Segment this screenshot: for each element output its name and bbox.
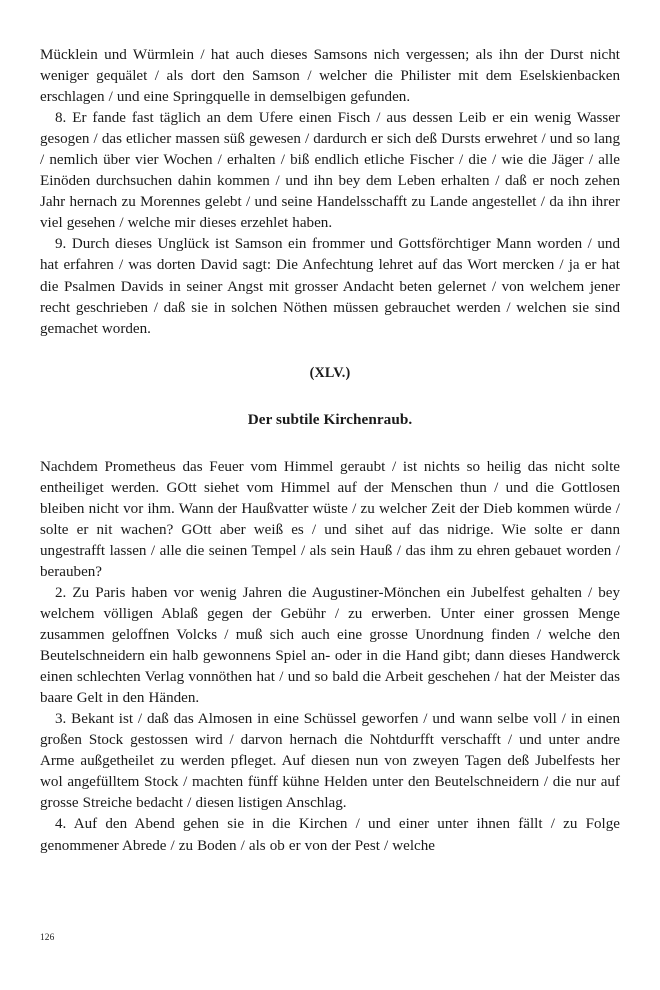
paragraph-9: 9. Durch dieses Unglück ist Samson ein frommer und Gottsförchtiger Mann worden / und hat erfahren / was dorten David sagt: Die Anfechtung lehret auf das Wort mercken / ja er hat die Psalmen Davids in seiner Angst mit grosser Andacht beten gelernet / von welchem jener recht geschrieben / daß sie in solchen Nöthen müssen gebrauchet werden / welchen sie sind gemachet worden. <box>40 236 620 337</box>
paragraph-continuation: Mücklein und Würmlein / hat auch dieses Samsons nich vergessen; als ihn der Durst nicht weniger gequälet / als dort den Samson / welcher die Philister mit dem Eselskienbacken erschlagen / und eine Springquelle in demselbigen gefunden. <box>40 47 620 106</box>
text-block <box>40 45 620 857</box>
chapter-title: Der subtile Kirchenraub. <box>247 410 413 428</box>
page-number: 126 <box>40 933 55 943</box>
chapter-heading <box>40 363 620 430</box>
paragraph-1: Nachdem Prometheus das Feuer vom Himmel geraubt / ist nichts so heilig das nicht solte entheiliget werden. GOtt siehet vom Himmel auf der Menschen thun / und die Gottlosen bleiben nicht vor ihm. Wann der Haußvatter wüste / zu welcher Zeit der Dieb kommen würde / solte er nit wachen? GOtt aber weiß es / und sihet auf das nidrige. Wie solte er dann ungestrafft lassen / alle die seinen Tempel / als sein Hauß / das ihm zu ehren gebauet worden / berauben? <box>40 458 620 580</box>
chapter-number: (XLV.) <box>309 364 351 381</box>
paragraph-8: 8. Er fande fast täglich an dem Ufere einen Fisch / aus dessen Leib er ein wenig Wasser gesogen / das etlicher massen süß gewesen / dardurch er sich deß Dursts erwehret / und so lang / nemlich über vier Wochen / erhalten / biß endlich etliche Fischer / die / wie die Jäger / alle Einöden durchsuchen dahin kommen / und ihn bey dem Leben erhalten / daß er noch zehen Jahr hernach zu Morennes gelebt / und seine Handelsschafft zu Lande angestellet / da ihn ihrer viel gesehen / welche mir dieses erzehlet haben. <box>40 110 620 232</box>
paragraph-2: 2. Zu Paris haben vor wenig Jahren die Augustiner-Mönchen ein Jubelfest gehalten / bey welchem völligen Ablaß gegen der Gebühr / zu erwerben. Unter einer grossen Menge zusammen geloffnen Volcks / muß sich auch eine grosse Unordnung finden / welche den Beutelschneidern ein halb gewonnens Spiel an- oder in die Hand gibt; dann dieses Handwerck einen schlechten Verlag vonnöthen hat / und so bald die Arbeit geschehen / hat der Meister das baare Gelt in den Händen. <box>40 584 620 707</box>
paragraph-4: 4. Auf den Abend gehen sie in die Kirchen / und einer unter ihnen fällt / zu Folge genommener Abrede / zu Boden / als ob er von der Pest / welche <box>40 816 620 854</box>
paragraph-3: 3. Bekant ist / daß das Almosen in eine Schüssel geworfen / und wann selbe voll / in einen großen Stock gestossen wird / darvon hernach die Nohtdurfft verschafft / und unter andre Arme außgetheilet zu werden pfleget. Auf diesen nun von zweyen Tagen deß Jubelfests her wol angefülltem Stock / machten fünff kühne Helden unter den Beutelschneidern / die nur auf grosse Streiche bedacht / diesen listigen Anschlag. <box>40 711 620 812</box>
